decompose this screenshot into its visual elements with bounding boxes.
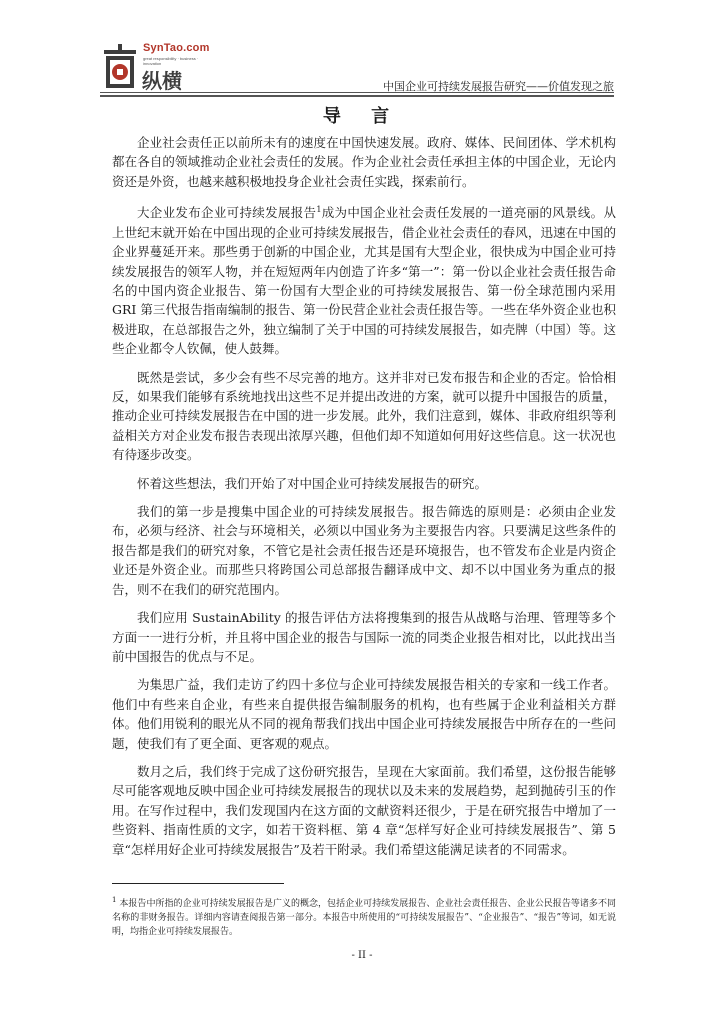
footnote-ref[interactable]: 1 bbox=[316, 205, 322, 215]
paragraph: 数月之后，我们终于完成了这份研究报告，呈现在大家面前。我们希望，这份报告能够尽可能客观地反映中国企业可持续发展报告的现状以及未来的发展趋势，起到抛砖引玉的作用。在写作过程中，我们发现国内在这方面的文献资料还很少，于是在研究报告中增加了一些资料、指南性质的文字，如若干资料框、第 4 章“怎样写好企业可持续发展报告”、第 5 章“怎样用好企业可持续发展报告”及若干附录。我们希望这能满足读者的不同需求。 bbox=[112, 763, 616, 857]
page-number: - II - bbox=[351, 950, 373, 961]
paragraph-text: 大企业发布企业可持续发展报告 bbox=[137, 205, 317, 221]
paragraph: 我们的第一步是搜集中国企业的可持续发展报告。报告筛选的原则是：必须由企业发布，必须与经济、社会与环境相关，必须以中国业务为主要报告内容。只要满足这些条件的报告都是我们的研究对象，不管它是社会责任报告还是环境报告，也不管发布企业是内资企业还是外资企业。而那些只将跨国公司总部报告翻译成中文、却不以中国业务为重点的报告，则不在我们的研究范围内。 bbox=[112, 504, 616, 597]
paragraph: 既然是尝试，多少会有些不尽完善的地方。这并非对已发布报告和企业的否定。恰恰相反，如果我们能够有系统地找出这些不足并提出改进的方案，就可以提升中国报告的质量，推动企业可持续发展报告在中国的进一步发展。此外，我们注意到，媒体、非政府组织等利益相关方对企业发布报告表现出浓厚兴趣，但他们却不知道如何用好这些信息。这一状况也有待逐步改变。 bbox=[112, 369, 616, 463]
logo-mark-icon bbox=[100, 42, 140, 90]
paragraph: 企业社会责任正以前所未有的速度在中国快速发展。政府、媒体、民间团体、学术机构都在各自的领域推动企业社会责任的发展。作为企业社会责任承担主体的中国企业，无论内资还是外资，也越来越积极地投身企业社会责任实践，探索前行。 bbox=[112, 135, 616, 189]
logo-tagline: great responsibility · business · innovation bbox=[143, 56, 199, 66]
paragraph: 为集思广益，我们走访了约四十多位与企业可持续发展报告相关的专家和一线工作者。他们中有些来自企业，有些来自提供报告编制服务的机构，也有些属于企业利益相关方群体。他们用锐利的眼光从不同的视角帮我们找出中国企业可持续发展报告中所存在的一些问题，使我们有了更全面、更客观的观点。 bbox=[112, 677, 616, 751]
syntao-logo bbox=[100, 40, 210, 98]
paragraph-text: 成为中国企业社会责任发展的一道亮丽的风景线。从上世纪末就开始在中国出现的企业可持续发展报告，借企业社会责任的春风，迅速在中国的企业界蔓延开来。那些勇于创新的中国企业，尤其是国有大型企业，很快成为中国企业可持续发展报告的领军人物，并在短短两年内创造了许多“第一”：第一份以企业社会责任报告命名的中国内资企业报告、第一份国有大型企业的可持续发展报告、第一份全球范围内采用 GRI 第三代报告指南编制的报告、第一份民营企业社会责任报告等。一些在华外资企业也积极进取，在总部报告之外，独立编制了关于中国的可持续发展报告，如壳牌（中国）等。这些企业都令人钦佩，使人鼓舞。 bbox=[112, 205, 616, 357]
logo-name: 纵横 bbox=[142, 69, 182, 93]
logo-brand: SynTao.com bbox=[143, 42, 210, 54]
paragraph: 我们应用 SustainAbility 的报告评估方法将搜集到的报告从战略与治理、管理等多个方面一一进行分析，并且将中国企业的报告与国际一流的同类企业报告相对比，以此找出当前中国报告的优点与不足。 bbox=[112, 610, 616, 664]
footnote bbox=[112, 893, 616, 939]
page-title: 导 言 bbox=[322, 106, 402, 127]
footnote-rule bbox=[112, 883, 284, 884]
header-rule bbox=[100, 92, 614, 93]
paragraph: 怀着这些想法，我们开始了对中国企业可持续发展报告的研究。 bbox=[137, 475, 488, 491]
paragraph-with-footnote-ref bbox=[112, 200, 616, 358]
body-text bbox=[112, 133, 616, 868]
running-header: 中国企业可持续发展报告研究——价值发现之旅 bbox=[383, 80, 614, 93]
header-rule-thick bbox=[100, 95, 614, 97]
footnote-text: 本报告中所指的企业可持续发展报告是广义的概念，包括企业可持续发展报告、企业社会责任报告、企业公民报告等诸多不同名称的非财务报告。详细内容请查阅报告第一部分。本报告中所使用的“可持续发展报告”、“企业报告”、“报告”等词，如无说明，均指企业可持续发展报告。 bbox=[112, 899, 616, 937]
footnote-marker: 1 bbox=[112, 896, 117, 904]
